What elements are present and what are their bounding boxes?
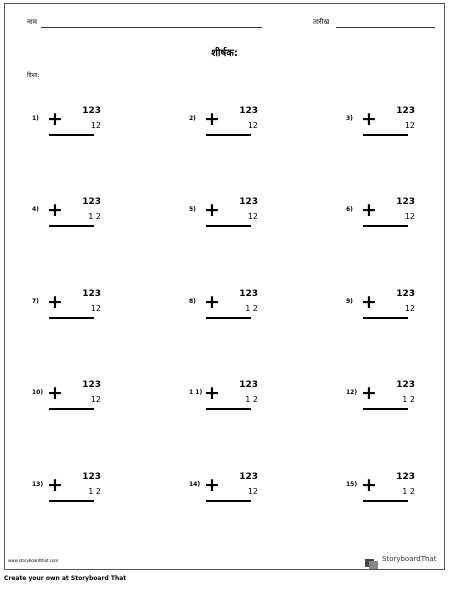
plus-sign: + — [47, 382, 63, 404]
credit-link[interactable]: Create your own at Storyboard That — [4, 575, 127, 582]
top-addend: 123 — [82, 472, 101, 482]
problem-number: 1) — [32, 115, 39, 122]
bottom-addend: 1 2 — [88, 212, 101, 221]
answer-line — [49, 317, 94, 319]
problem-item — [346, 106, 446, 146]
bottom-addend: 12 — [90, 395, 101, 404]
top-addend: 123 — [239, 106, 258, 116]
storyboard-logo — [365, 554, 436, 564]
problem-number: 5) — [189, 206, 196, 213]
worksheet-page — [4, 3, 445, 570]
plus-sign: + — [47, 199, 63, 221]
problem-item — [32, 380, 132, 420]
plus-sign: + — [47, 291, 63, 313]
answer-line — [363, 225, 408, 227]
answer-line — [363, 317, 408, 319]
storyboard-logo-icon — [365, 554, 379, 564]
plus-sign: + — [361, 199, 377, 221]
problem-number: 3) — [346, 115, 353, 122]
bottom-addend: 1 2 — [245, 395, 258, 404]
problem-item — [346, 289, 446, 329]
problem-number: 12) — [346, 389, 358, 396]
problem-number: 15) — [346, 481, 358, 488]
top-addend: 123 — [82, 380, 101, 390]
answer-line — [206, 134, 251, 136]
problem-number: 4) — [32, 206, 39, 213]
plus-sign: + — [204, 382, 220, 404]
problem-item — [346, 472, 446, 512]
worksheet-title: शीर्षक: — [211, 48, 238, 59]
problem-number: 14) — [189, 481, 201, 488]
problem-number: 9) — [346, 298, 353, 305]
bottom-addend: 1 2 — [245, 304, 258, 313]
bottom-addend: 12 — [404, 212, 415, 221]
top-addend: 123 — [239, 289, 258, 299]
problem-number: 6) — [346, 206, 353, 213]
problem-item — [32, 197, 132, 237]
problem-item — [189, 197, 289, 237]
bottom-addend: 12 — [247, 212, 258, 221]
top-addend: 123 — [82, 197, 101, 207]
directions-label: दिशा: — [27, 72, 40, 79]
problem-item — [346, 197, 446, 237]
answer-line — [206, 225, 251, 227]
problem-item — [32, 472, 132, 512]
bottom-addend: 1 2 — [402, 395, 415, 404]
top-addend: 123 — [396, 106, 415, 116]
problem-number: 2) — [189, 115, 196, 122]
problem-number: 1 1) — [189, 389, 203, 396]
storyboard-logo-text: StoryboardThat — [382, 555, 437, 563]
problem-item — [189, 289, 289, 329]
answer-line — [206, 500, 251, 502]
answer-line — [363, 134, 408, 136]
bottom-addend: 12 — [90, 121, 101, 130]
top-addend: 123 — [396, 289, 415, 299]
plus-sign: + — [361, 382, 377, 404]
answer-line — [206, 408, 251, 410]
bottom-addend: 1 2 — [88, 487, 101, 496]
plus-sign: + — [47, 108, 63, 130]
plus-sign: + — [47, 474, 63, 496]
date-line — [336, 27, 435, 28]
problem-item — [346, 380, 446, 420]
date-label: तारीख — [313, 18, 330, 26]
top-addend: 123 — [396, 472, 415, 482]
problem-number: 7) — [32, 298, 39, 305]
answer-line — [49, 134, 94, 136]
bottom-addend: 12 — [404, 304, 415, 313]
answer-line — [363, 408, 408, 410]
answer-line — [49, 500, 94, 502]
plus-sign: + — [361, 291, 377, 313]
top-addend: 123 — [239, 197, 258, 207]
plus-sign: + — [204, 199, 220, 221]
top-addend: 123 — [239, 472, 258, 482]
problem-number: 10) — [32, 389, 44, 396]
plus-sign: + — [361, 108, 377, 130]
problem-item — [32, 289, 132, 329]
name-label: नाम — [27, 18, 37, 26]
top-addend: 123 — [82, 106, 101, 116]
problem-item — [189, 106, 289, 146]
top-addend: 123 — [396, 197, 415, 207]
top-addend: 123 — [82, 289, 101, 299]
problem-item — [32, 106, 132, 146]
answer-line — [49, 408, 94, 410]
bottom-addend: 12 — [90, 304, 101, 313]
plus-sign: + — [204, 291, 220, 313]
name-line — [41, 27, 262, 28]
problem-number: 8) — [189, 298, 196, 305]
bottom-addend: 12 — [247, 121, 258, 130]
problem-item — [189, 380, 289, 420]
bottom-addend: 12 — [247, 487, 258, 496]
bottom-addend: 1 2 — [402, 487, 415, 496]
answer-line — [206, 317, 251, 319]
plus-sign: + — [361, 474, 377, 496]
answer-line — [363, 500, 408, 502]
top-addend: 123 — [396, 380, 415, 390]
bottom-addend: 12 — [404, 121, 415, 130]
problem-number: 13) — [32, 481, 44, 488]
problem-item — [189, 472, 289, 512]
footer-url: www.storyboardthat.com — [8, 558, 59, 563]
answer-line — [49, 225, 94, 227]
plus-sign: + — [204, 108, 220, 130]
plus-sign: + — [204, 474, 220, 496]
top-addend: 123 — [239, 380, 258, 390]
